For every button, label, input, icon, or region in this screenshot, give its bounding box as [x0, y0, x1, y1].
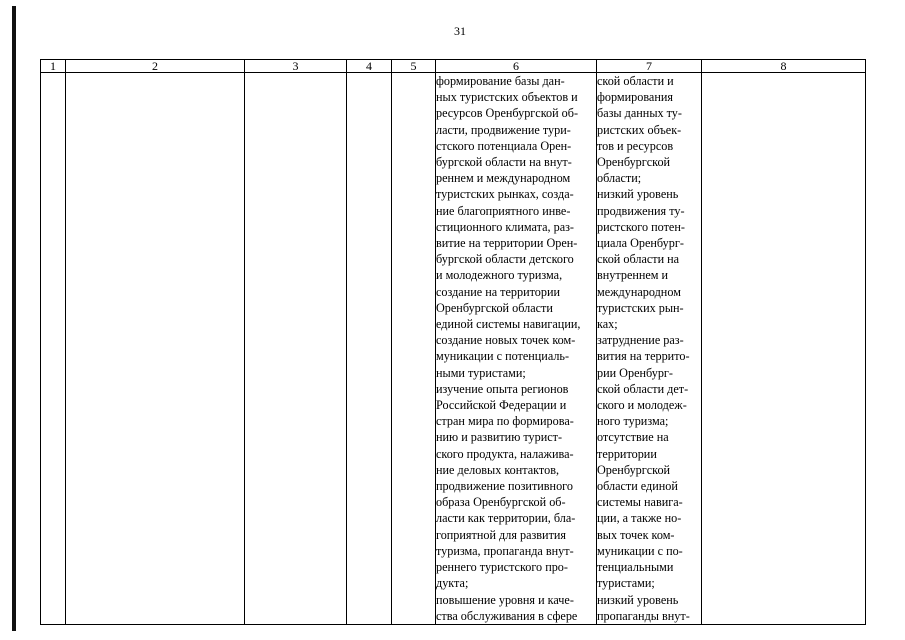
text-line: ской области дет- [597, 381, 689, 396]
text-line: бургской области детского [436, 252, 574, 267]
text-line: области; [597, 171, 642, 186]
text-line: формирование базы дан- [436, 74, 565, 88]
cell-col-6-measures [436, 73, 597, 625]
text-line: ние благоприятного инве- [436, 203, 571, 218]
text-line: ристского потен- [597, 219, 685, 234]
cell-col-5 [392, 73, 436, 625]
text-line: тенциальными [597, 560, 674, 575]
main-table [40, 59, 866, 625]
text-line: пропаганды внут- [597, 608, 690, 623]
col-header-6: 6 [436, 60, 597, 73]
text-line: вития на террито- [597, 349, 690, 364]
text-line: Оренбургской [597, 155, 671, 170]
col-header-7: 7 [597, 60, 702, 73]
text-line: ного туризма; [597, 414, 669, 429]
text-line: ристских объек- [597, 122, 682, 137]
text-line: отсутствие на [597, 430, 669, 445]
text-line: стского потенциала Орен- [436, 138, 572, 153]
text-line: ными туристами; [436, 365, 526, 380]
cell-col-7-problems [597, 73, 702, 625]
text-line: гоприятной для развития [436, 527, 567, 542]
text-line: создание новых точек ком- [436, 333, 576, 348]
text-line: низкий уровень [597, 592, 679, 607]
text-line: ние деловых контактов, [436, 462, 559, 477]
text-line: и молодежного туризма, [436, 268, 563, 283]
text-line: изучение опыта регионов [436, 381, 569, 396]
text-line: ресурсов Оренбургской об- [436, 106, 579, 121]
text-line: стран мира по формирова- [436, 414, 574, 429]
text-line: системы навига- [597, 495, 683, 510]
text-line: продвижения ту- [597, 203, 685, 218]
text-line: затруднение раз- [597, 333, 684, 348]
text-line: ласти, продвижение тури- [436, 122, 571, 137]
col-header-1: 1 [41, 60, 66, 73]
text-line: витие на территории Орен- [436, 236, 578, 251]
text-line: нию и развитию турист- [436, 430, 563, 445]
text-line: создание на территории [436, 284, 561, 299]
text-line: ского продукта, налажива- [436, 446, 574, 461]
text-line: ской области и [597, 74, 674, 88]
table-row [41, 73, 866, 625]
text-line: вых точек ком- [597, 527, 675, 542]
text-line: циала Оренбург- [597, 236, 684, 251]
cell-col-2 [66, 73, 245, 625]
text-line: туристами; [597, 576, 655, 591]
text-line: муникации с по- [597, 543, 683, 558]
text-line: низкий уровень [597, 187, 679, 202]
text-line: Оренбургской области [436, 300, 553, 315]
col-header-4: 4 [347, 60, 392, 73]
text-line: образа Оренбургской об- [436, 495, 566, 510]
text-line: бургской области на внут- [436, 155, 572, 170]
page-number: 31 [454, 24, 466, 38]
header-row [41, 60, 866, 73]
text-line: ской области на [597, 252, 680, 267]
cell-col-1 [41, 73, 66, 625]
text-line: муникации с потенциаль- [436, 349, 570, 364]
text-line: реннего туристского про- [436, 560, 568, 575]
text-line: ласти как территории, бла- [436, 511, 576, 526]
text-line: туристских рынках, созда- [436, 187, 574, 202]
text-line: Российской Федерации и [436, 398, 567, 413]
text-line: ции, а также но- [597, 511, 682, 526]
text-line: дукта; [436, 576, 469, 591]
text-line: международном [597, 284, 681, 299]
text-line: тов и ресурсов [597, 138, 674, 153]
text-line: единой системы навигации, [436, 317, 581, 332]
col-header-3: 3 [245, 60, 347, 73]
text-line: продвижение позитивного [436, 479, 573, 494]
text-line: реннем и международном [436, 171, 571, 186]
text-line: повышение уровня и каче- [436, 592, 574, 607]
text-line: формирования [597, 90, 673, 105]
text-line: ства обслуживания в сфере [436, 608, 578, 623]
col-header-8: 8 [702, 60, 866, 73]
text-line: Оренбургской [597, 462, 671, 477]
cell-col-8 [702, 73, 866, 625]
text-line: ского и молодеж- [597, 398, 687, 413]
left-margin-bar [12, 6, 16, 631]
text-line: территории [597, 446, 657, 461]
col-header-5: 5 [392, 60, 436, 73]
text-line: ках; [597, 317, 618, 332]
cell-col-4 [347, 73, 392, 625]
text-line: стиционного климата, раз- [436, 219, 574, 234]
text-line: рии Оренбург- [597, 365, 673, 380]
text-line: туристских рын- [597, 300, 684, 315]
text-line: ных туристских объектов и [436, 90, 578, 105]
text-line: внутреннем и [597, 268, 669, 283]
col-header-2: 2 [66, 60, 245, 73]
text-line: базы данных ту- [597, 106, 682, 121]
text-line: области единой [597, 479, 678, 494]
text-line: туризма, пропаганда внут- [436, 543, 574, 558]
cell-col-3 [245, 73, 347, 625]
